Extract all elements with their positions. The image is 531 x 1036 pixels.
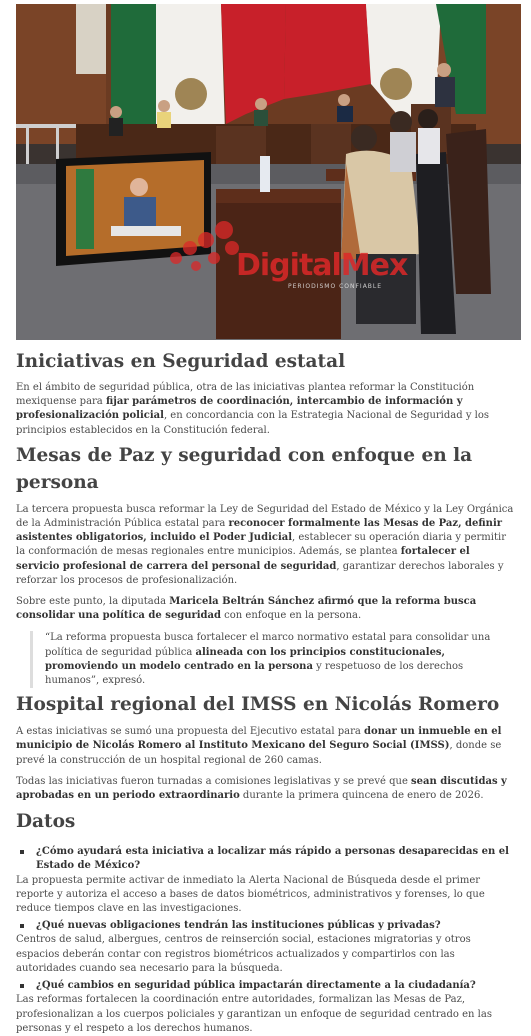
faq-question — [16, 979, 515, 993]
faq-question — [16, 919, 515, 933]
blockquote — [30, 631, 515, 688]
faq-answer: Centros de salud, albergues, centros de reinserción social, estaciones migratorias y otros espacios deberán contar con registros biométricos actualizados y compartirlos con las autoridades cuando sea necesario para la búsqueda. — [16, 934, 471, 974]
paragraph — [16, 381, 515, 438]
faq-question-text: ¿Cómo ayudará esta iniciativa a localizar más rápido a personas desaparecidas en el Estado de México? — [36, 846, 509, 872]
paragraph — [16, 725, 515, 768]
faq-question — [16, 845, 515, 873]
article-body — [16, 350, 515, 1036]
watermark-subtext: PERIODISMO CONFIABLE — [288, 283, 383, 290]
text-run: , garantizar derechos laborales y reforzar los procesos de profesionalización. — [16, 560, 504, 586]
text-run: Sobre este punto, la diputada — [16, 596, 170, 608]
faq-item — [16, 919, 515, 976]
text-run: , donde se prevé la construcción de un hospital regional de 260 camas. — [16, 740, 502, 766]
paragraph — [16, 503, 515, 588]
text-run: con enfoque en la persona. — [221, 610, 362, 622]
text-run: En el ámbito de seguridad pública, otra de las iniciativas plantea reformar la Constitución mexiquense para — [16, 382, 475, 408]
text-run: A estas iniciativas se sumó una propuesta del Ejecutivo estatal para — [16, 726, 365, 738]
text-run: La tercera propuesta busca reformar la Ley de Seguridad del Estado de México y la Ley Orgánica de la Administración Pública estatal para — [16, 503, 514, 530]
text-run: “La reforma propuesta busca fortalecer el marco normativo estatal para consolidar una política de seguridad pública — [45, 632, 491, 658]
paragraph — [16, 595, 515, 623]
heading-seguridad-estatal: Iniciativas en Seguridad estatal — [16, 351, 346, 372]
paragraph — [16, 775, 515, 803]
article-page — [0, 4, 531, 1036]
bold-text: fortalecer el servicio profesional de carrera del personal de seguridad — [16, 546, 470, 572]
text-run: Todas las iniciativas fueron turnadas a comisiones legislativas y se prevé que — [16, 775, 412, 787]
congress-session-image — [16, 4, 521, 340]
text-run: durante la primera quincena de enero de 2026. — [239, 790, 484, 802]
bold-text: donar un inmueble en el municipio de Nicolás Romero al Instituto Mexicano del Seguro Social (IMSS) — [16, 726, 502, 752]
text-run: , en concordancia con la Estrategia Nacional de Seguridad y los principios establecidos en la Constitución federal. — [16, 410, 490, 436]
bold-text: Maricela Beltrán Sánchez afirmó que la reforma busca consolidar una política de seguridad — [16, 596, 477, 622]
watermark-text: DigitalMex — [236, 248, 408, 283]
square-bullet-icon — [20, 850, 24, 854]
watermark-logo-icon — [166, 208, 246, 278]
text-run: y respetuoso de los derechos humanos”, expresó. — [45, 660, 464, 687]
faq-answer: La propuesta permite activar de inmediato la Alerta Nacional de Búsqueda desde el primer reporte y autoriza el acceso a bases de datos biométricos, administrativos y forenses, lo que reduce tiempos clave en las investigaciones. — [16, 874, 485, 915]
heading-datos: Datos — [16, 811, 76, 833]
bold-text: reconocer formalmente las Mesas de Paz, definir asistentes obligatorios, incluido el Poder Judicial — [16, 518, 503, 544]
faq-question-text: ¿Qué cambios en seguridad pública impactarán directamente a la ciudadanía? — [36, 980, 476, 992]
bold-text: sean discutidas y aprobadas en un periodo extraordinario — [16, 775, 507, 802]
heading-hospital-imss: Hospital regional del IMSS en Nicolás Romero — [16, 694, 500, 716]
article-photo — [16, 4, 521, 340]
square-bullet-icon — [20, 924, 24, 928]
bold-text: alineada con los principios constitucionales, promoviendo un modelo centrado en la persona — [45, 646, 446, 672]
square-bullet-icon — [20, 984, 24, 988]
faq-list — [16, 845, 515, 1036]
faq-question-text: ¿Qué nuevas obligaciones tendrán las instituciones públicas y privadas? — [36, 920, 441, 932]
bold-text: fijar parámetros de coordinación, intercambio de información y profesionalización policial — [16, 396, 463, 422]
faq-answer: Las reformas fortalecen la coordinación entre autoridades, formalizan las Mesas de Paz, profesionalizan a los cuerpos policiales y garantizan un enfoque de seguridad centrado en las personas y el respeto a los derechos humanos. — [16, 994, 492, 1034]
heading-mesas-de-paz: Mesas de Paz y seguridad con enfoque en la persona — [16, 444, 473, 493]
faq-item — [16, 845, 515, 916]
text-run: , establecer su operación diaria y permitir la conformación de mesas regionales entre municipios. Además, se plantea — [16, 532, 506, 558]
faq-item — [16, 979, 515, 1036]
